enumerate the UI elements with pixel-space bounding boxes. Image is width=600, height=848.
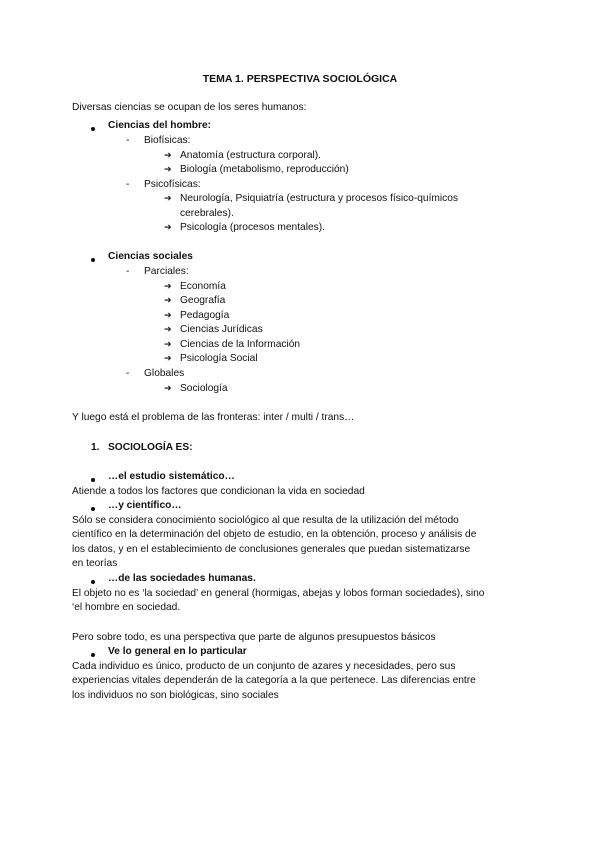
list-item: Ciencias Jurídicas <box>180 324 263 335</box>
section-number: 1. <box>91 442 100 453</box>
bullet <box>91 507 95 511</box>
point-text-line: los individuos no son biológicas, sino sociales <box>72 690 279 701</box>
arrow-icon: ➔ <box>164 194 172 204</box>
list-item: Psicología (procesos mentales). <box>180 222 325 233</box>
bullet <box>91 127 95 131</box>
arrow-icon: ➔ <box>164 311 172 321</box>
dash-marker: - <box>126 135 130 146</box>
point-text-line: los datos, y en el establecimiento de conclusiones generales que puedan sistematizarse <box>72 544 471 555</box>
point-title: …el estudio sistemático… <box>108 471 235 482</box>
point-text-line: El objeto no es ‘la sociedad’ en general (hormigas, abejas y lobos forman sociedades), sino <box>72 588 485 599</box>
arrow-icon: ➔ <box>164 151 172 161</box>
point-title: …y científico… <box>108 500 182 511</box>
group-label: Psicofísicas: <box>144 179 201 190</box>
list-item: Economía <box>180 281 226 292</box>
point-text-line: en teorías <box>72 558 118 569</box>
arrow-icon: ➔ <box>164 296 172 306</box>
list-item: Ciencias de la Información <box>180 339 301 350</box>
bullet <box>91 580 95 584</box>
document-title: TEMA 1. PERSPECTIVA SOCIOLÓGICA <box>202 73 398 85</box>
bullet <box>91 258 95 262</box>
arrow-icon: ➔ <box>164 282 172 292</box>
dash-marker: - <box>126 368 130 379</box>
list-item-continuation: cerebrales). <box>180 208 234 219</box>
arrow-icon: ➔ <box>164 165 172 175</box>
point-text-line: Cada individuo es único, producto de un conjunto de azares y necesidades, pero sus <box>72 661 456 672</box>
list-item: Sociología <box>180 383 228 394</box>
dash-marker: - <box>126 266 130 277</box>
heading-ciencias-hombre: Ciencias del hombre: <box>108 120 212 131</box>
point-text-line: experiencias vitales dependerán de la categoría a la que pertenece. Las diferencias entre <box>72 675 476 686</box>
point-text-line: ‘el hombre en sociedad. <box>72 602 181 613</box>
bullet <box>91 653 95 657</box>
list-item: Psicología Social <box>180 353 258 364</box>
bullet <box>91 478 95 482</box>
list-item: Anatomía (estructura corporal). <box>180 150 321 161</box>
arrow-icon: ➔ <box>164 223 172 233</box>
arrow-icon: ➔ <box>164 384 172 394</box>
fronteras-text: Y luego está el problema de las fronteras: inter / multi / trans… <box>72 412 355 423</box>
point-text-line: científico en la determinación del objeto de estudio, en la obtención, proceso y análisis de <box>72 529 477 540</box>
arrow-icon: ➔ <box>164 325 172 335</box>
point-text-line: Sólo se considera conocimiento sociológico al que resulta de la utilización del método <box>72 515 459 526</box>
group-label: Biofísicas: <box>144 135 191 146</box>
list-item: Geografía <box>180 295 226 306</box>
dash-marker: - <box>126 179 130 190</box>
pero-text: Pero sobre todo, es una perspectiva que parte de algunos presupuestos básicos <box>72 632 436 643</box>
group-label: Parciales: <box>144 266 189 277</box>
point-title: …de las sociedades humanas. <box>108 573 256 584</box>
group-label: Globales <box>144 368 185 379</box>
arrow-icon: ➔ <box>164 340 172 350</box>
list-item: Pedagogía <box>180 310 230 321</box>
point-text: Atiende a todos los factores que condicionan la vida en sociedad <box>72 486 365 497</box>
point-title: Ve lo general en lo particular <box>108 646 247 657</box>
list-item: Neurología, Psiquiatría (estructura y procesos físico-químicos <box>180 193 459 204</box>
intro-text: Diversas ciencias se ocupan de los seres humanos: <box>72 102 307 113</box>
heading-ciencias-sociales: Ciencias sociales <box>108 251 193 262</box>
section-heading: SOCIOLOGÍA ES: <box>108 442 193 453</box>
arrow-icon: ➔ <box>164 354 172 364</box>
list-item: Biología (metabolismo, reproducción) <box>180 164 349 175</box>
